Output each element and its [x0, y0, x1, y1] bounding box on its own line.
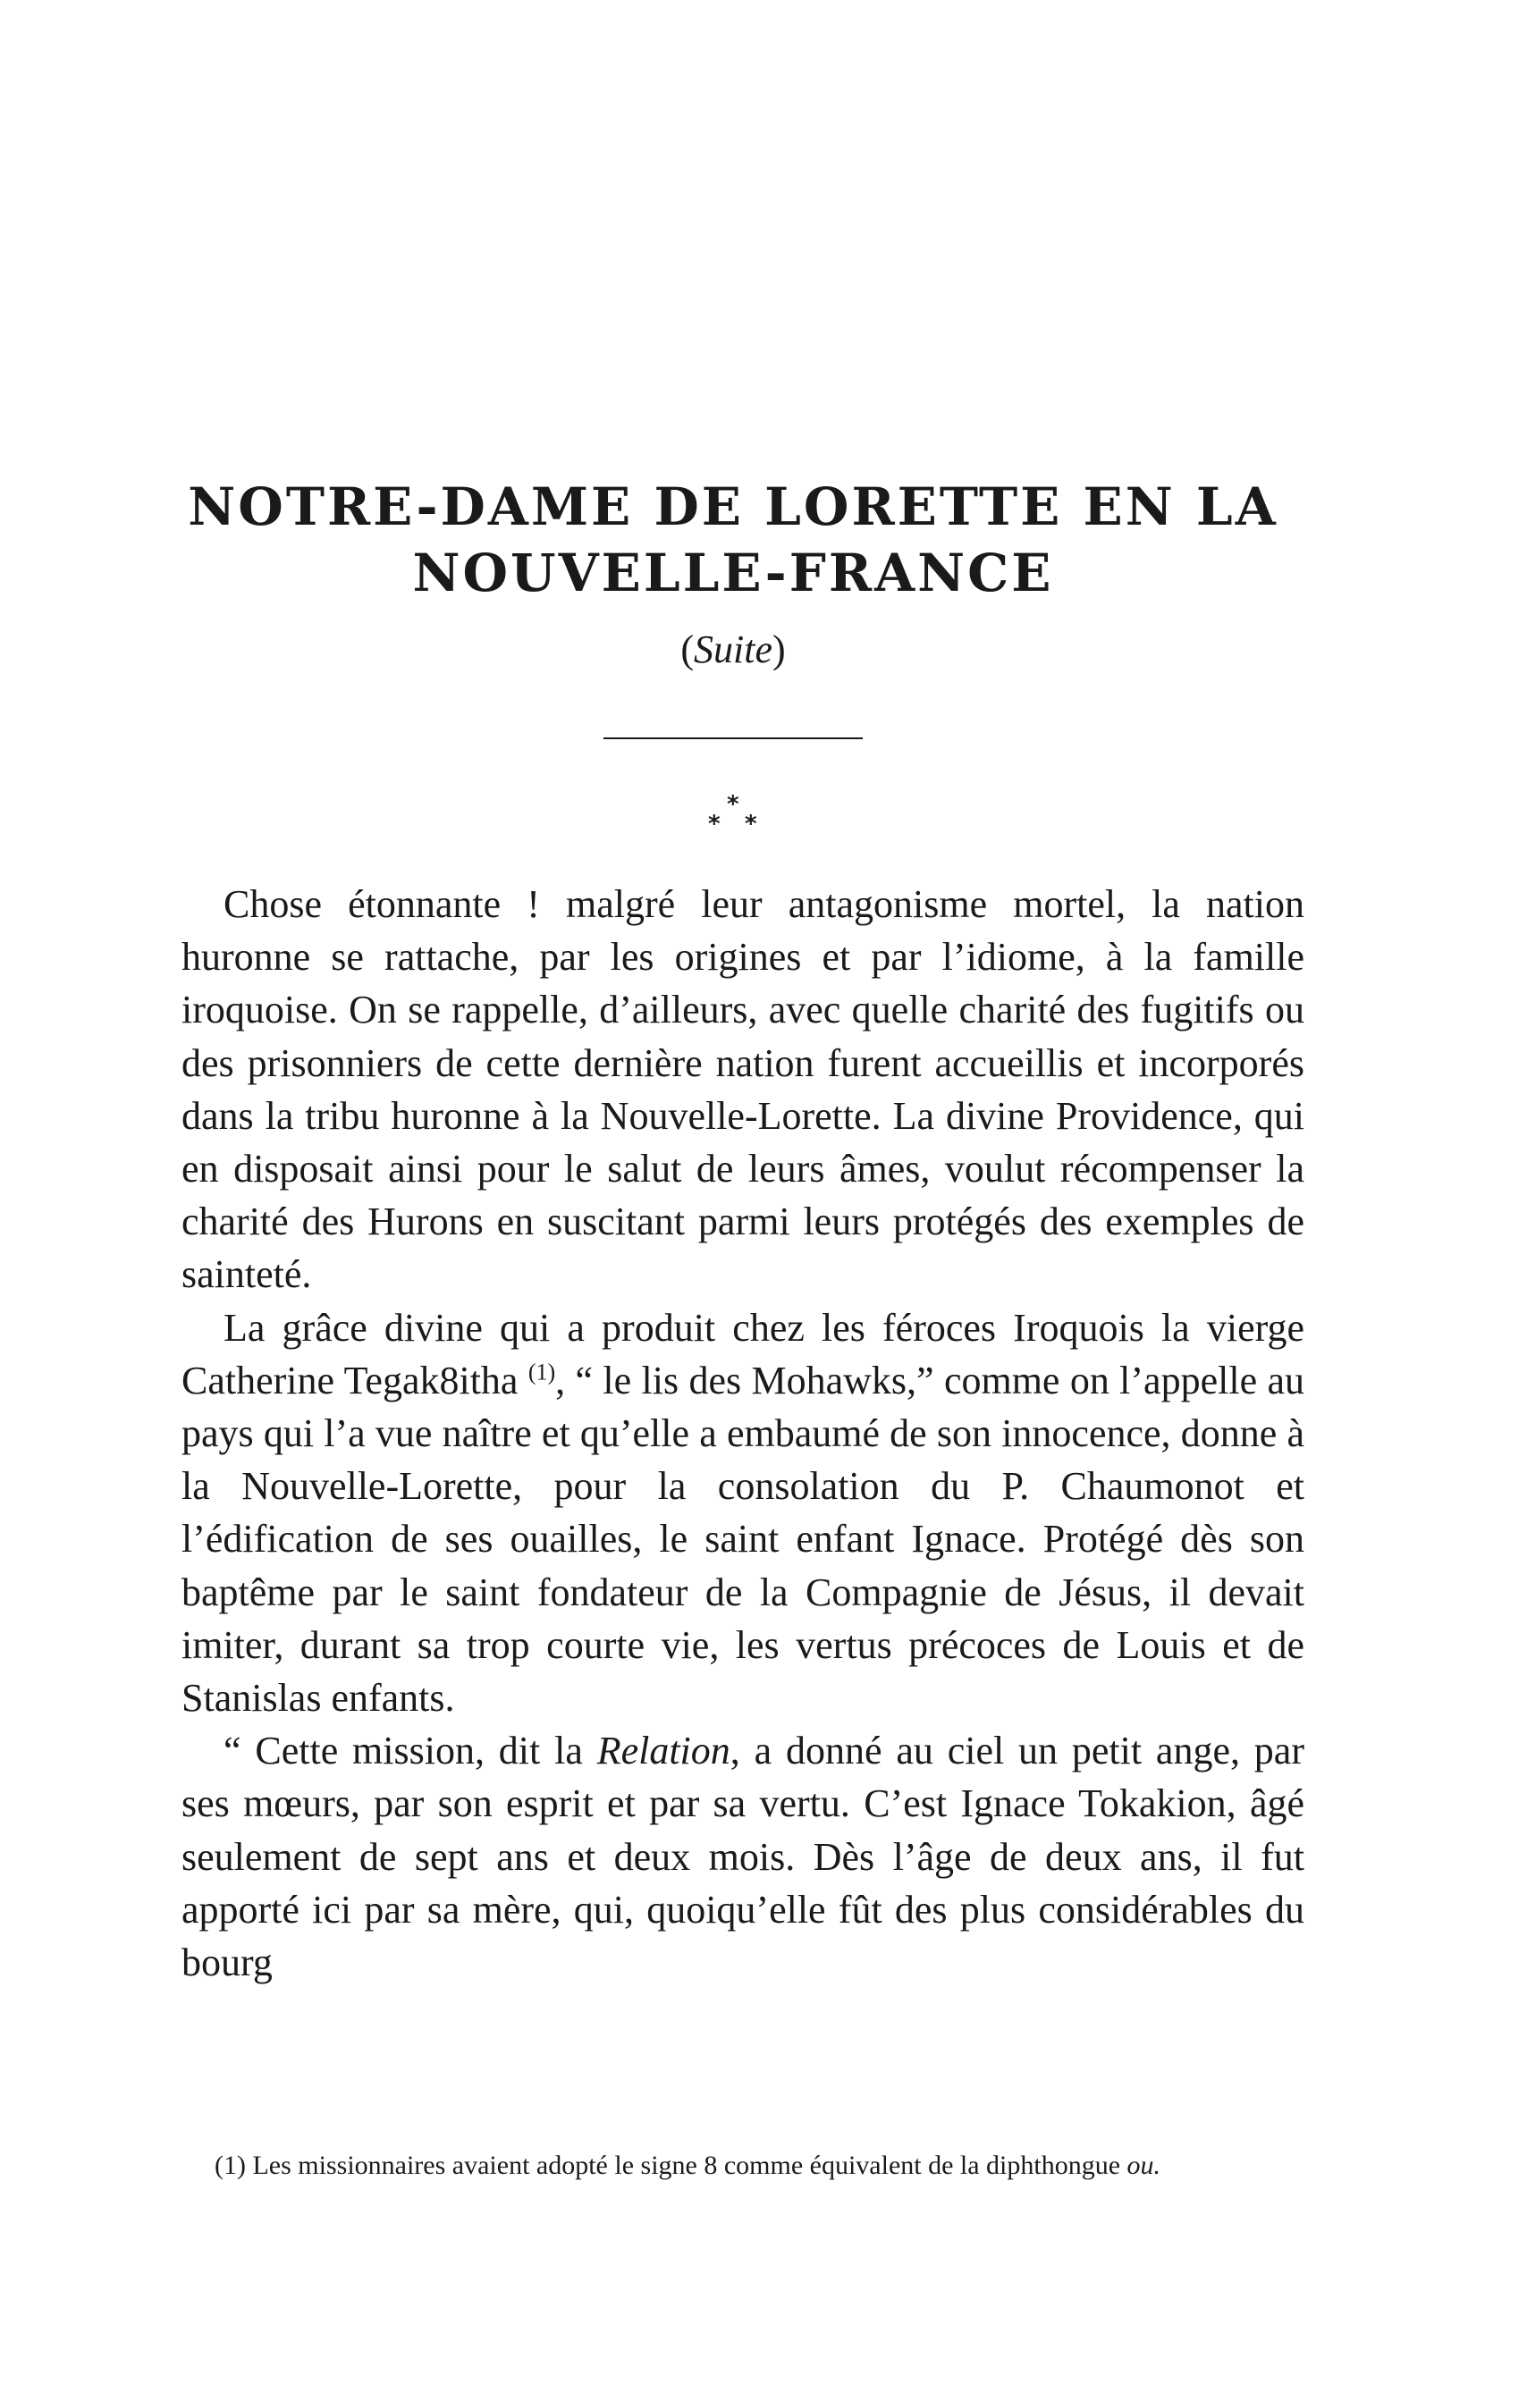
paragraph-3-text-b: , a donné au ciel un petit ange, par ses mœurs, par son esprit et par sa vertu. C’est Ignace Tokakion, âgé seulement de sept ans et deux mois. Dès l’âge de deux ans, il fut apporté ici par sa mère, qui, quoiqu’elle fût des plus considérables du bourg	[181, 1729, 1304, 1985]
paragraph-1: Chose étonnante ! malgré leur antagonisme mortel, la nation huronne se rattache, par les origines et par l’idiome, à la famille iroquoise. On se rappelle, d’ailleurs, avec quelle charité des fugitifs ou des prisonniers de cette dernière nation furent accueillis et incorporés dans la tribu huronne à la Nouvelle-Lorette. La divine Providence, qui en disposait ainsi pour le salut de leurs âmes, voulut récompenser la charité des Hurons en suscitant parmi leurs protégés des exemples de sainteté.	[181, 882, 1304, 1297]
footnote-1	[181, 2150, 1304, 2182]
title-divider	[603, 737, 863, 739]
footnote	[181, 2150, 1304, 2182]
subtitle-close-paren: )	[772, 627, 786, 671]
asterism	[688, 791, 778, 845]
paragraph-3-italic-title: Relation	[596, 1729, 730, 1773]
footnote-text: (1) Les missionnaires avaient adopté le signe 8 comme équivalent de la diphthongue	[215, 2151, 1127, 2180]
asterism-star: *	[708, 811, 721, 838]
asterism-star: *	[745, 811, 757, 838]
subtitle-word: Suite	[694, 627, 772, 671]
asterism-star: *	[727, 791, 739, 818]
footnote-reference: (1)	[527, 1359, 556, 1385]
subtitle	[179, 627, 1287, 671]
paragraph-2-text-b: , “ le lis des Mohawks,” comme on l’appelle au pays qui l’a vue naître et qu’elle a embaumé de son innocence, donne à la Nouvelle-Lorette, pour la consolation du P. Chaumonot et l’édification de ses ouailles, le saint enfant Ignace. Protégé dès son baptême par le saint fondateur de la Compagnie de Jésus, il devait imiter, durant sa trop courte vie, les vertus précoces de Louis et de Stanislas enfants.	[181, 1358, 1304, 1721]
paragraph-2-text-a: La grâce divine qui a produit chez les féroces Iroquois la vierge Catherine Tegak8itha	[181, 1305, 1304, 1402]
subtitle-open-paren: (	[680, 627, 694, 671]
page-title-line-2: NOUVELLE-FRANCE	[412, 543, 1054, 603]
paragraph-3	[181, 1724, 1304, 1989]
paragraph-2	[181, 1301, 1304, 1725]
body-text	[181, 878, 1304, 1989]
footnote-italic: ou.	[1126, 2151, 1161, 2180]
page-title-line-1: NOTRE-DAME DE LORETTE EN LA	[188, 476, 1278, 537]
paragraph-3-text-a: “ Cette mission, dit la	[224, 1729, 597, 1773]
